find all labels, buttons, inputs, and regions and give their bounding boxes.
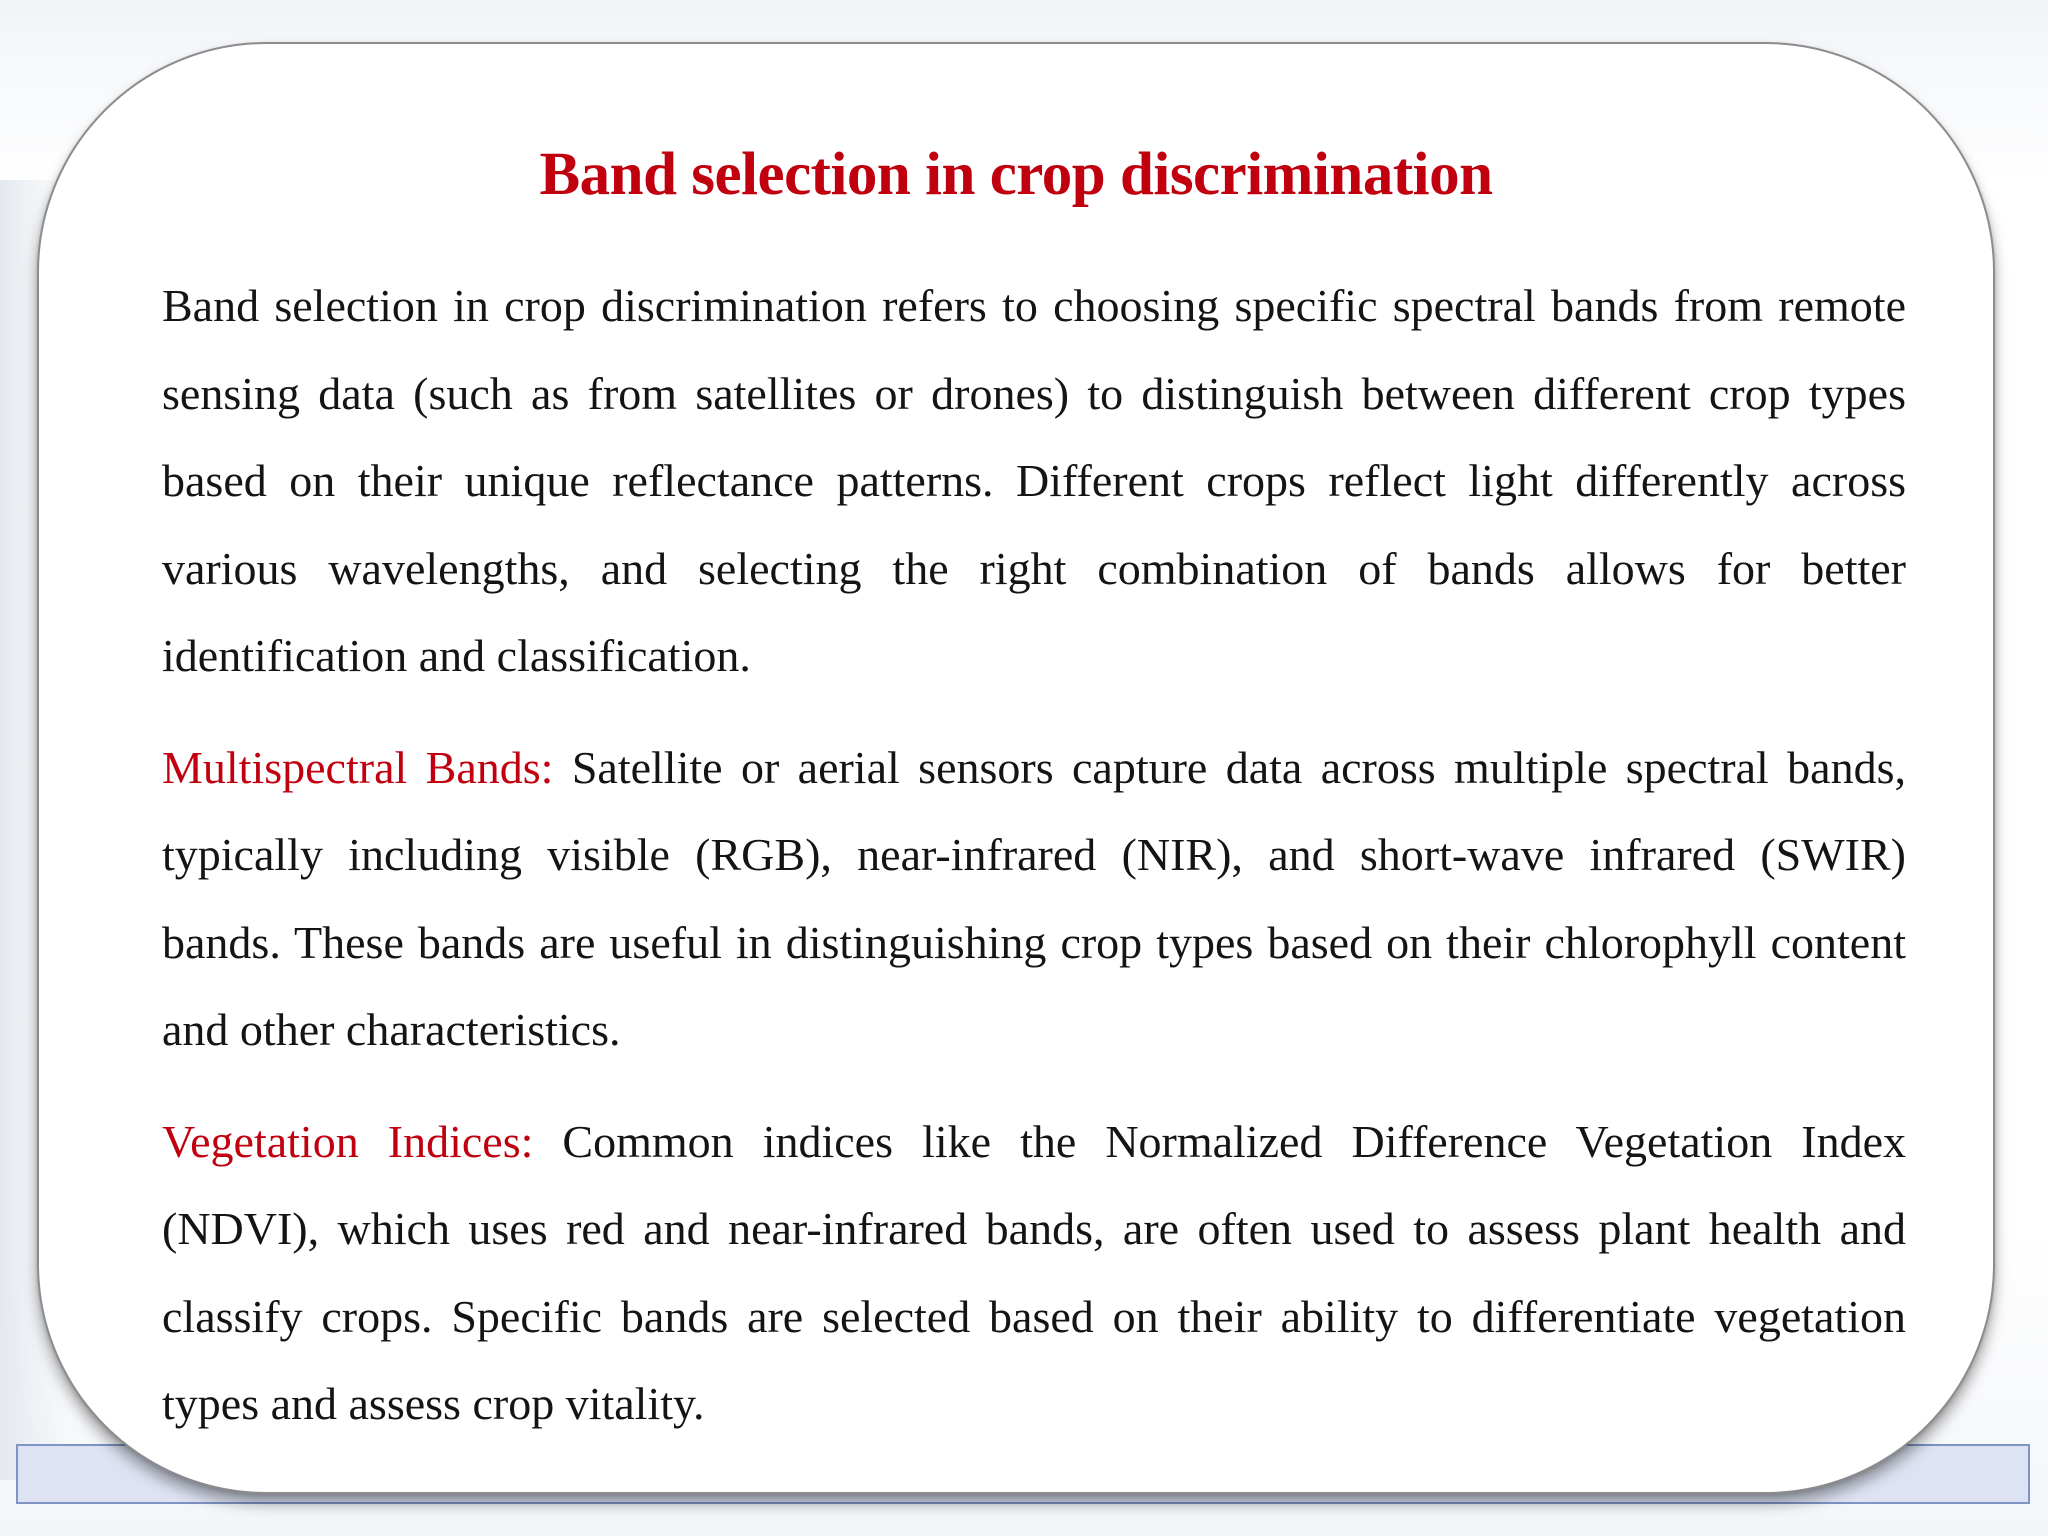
vegetation-indices-text: Common indices like the Normalized Difference Vegetation Index (NDVI), which uses red and near-infrared bands, are often used to assess plant health and classify crops. Specific bands are selected based on their ability to differentiate vegetation types and assess crop vitality. [162, 1115, 1906, 1429]
slide-title: Band selection in crop discrimination [539, 141, 1493, 208]
vegetation-indices-paragraph [162, 1098, 1906, 1448]
multispectral-bands-text: Satellite or aerial sensors capture data across multiple spectral bands, typically including visible (RGB), near-infrared (NIR), and short-wave infrared (SWIR) bands. These bands are useful in distinguishing crop types based on their chlorophyll content and other characteristics. [162, 741, 1906, 1055]
vegetation-indices-heading: Vegetation Indices: [162, 1115, 534, 1167]
slide-body [162, 262, 1906, 1472]
intro-paragraph: Band selection in crop discrimination refers to choosing specific spectral bands from remote sensing data (such as from satellites or drones) to distinguish between different crop types based on their unique reflectance patterns. Different crops reflect light differently across various wavelengths, and selecting the right combination of bands allows for better identification and classification. [162, 280, 1906, 681]
multispectral-bands-paragraph [162, 724, 1906, 1074]
multispectral-bands-heading: Multispectral Bands: [162, 741, 554, 793]
